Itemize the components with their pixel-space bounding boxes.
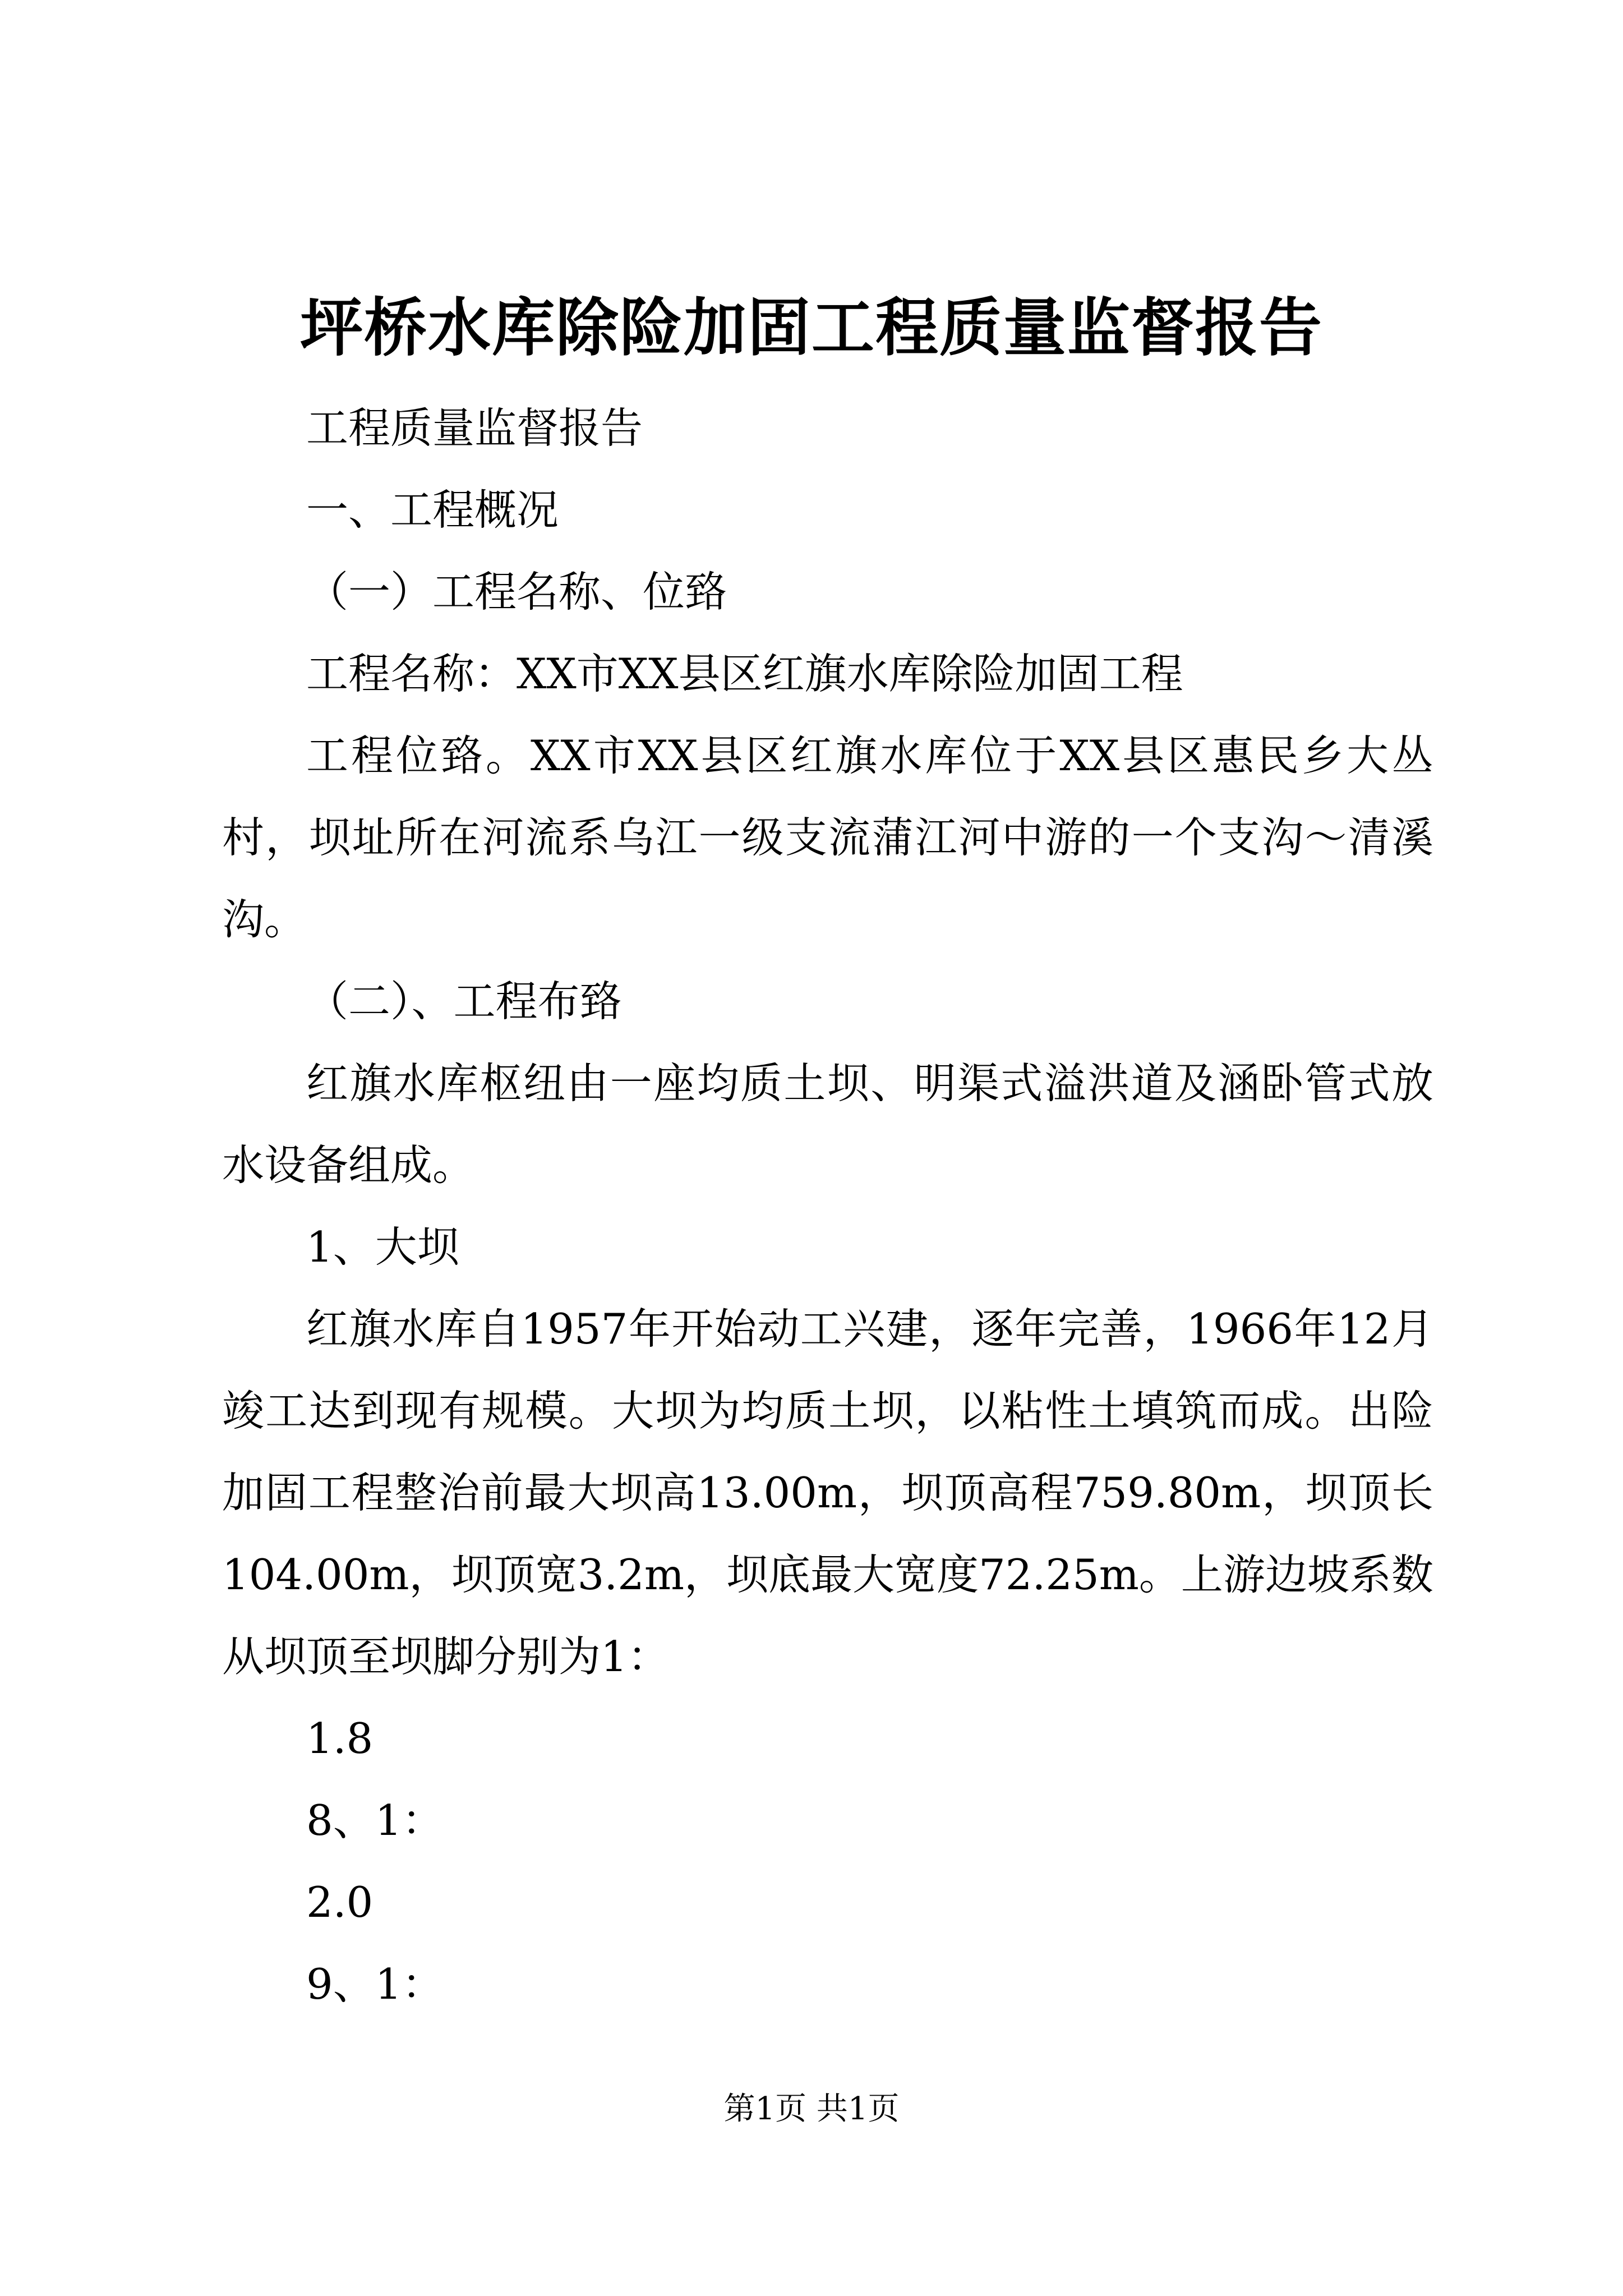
paragraph-layout: 红旗水库枢纽由一座均质土坝、明渠式溢洪道及涵卧管式放水设备组成。 (222, 1059, 1433, 1190)
paragraph-project-location: 工程位臵。XX市XX县区红旗水库位于XX县区惠民乡大丛村，坝址所在河流系乌江一级支流蒲江河中游的一个支沟～清溪沟。 (222, 731, 1433, 944)
document-title: 坪桥水库除险加固工程质量监督报告 (300, 291, 1323, 365)
paragraph-project-name: 工程名称：XX市XX县区红旗水库除险加固工程 (306, 649, 1183, 698)
paragraph-value-3: 2.0 (306, 1878, 374, 1927)
paragraph-value-1: 1.8 (306, 1714, 374, 1763)
paragraph-value-2: 8、1： (306, 1796, 444, 1845)
paragraph-section-1: 一、工程概况 (306, 485, 559, 535)
document-body (222, 387, 1433, 2025)
paragraph-dam-description: 红旗水库自1957年开始动工兴建，逐年完善，1966年12月竣工达到现有规模。大坝为均质土坝，以粘性土填筑而成。出险加固工程整治前最大坝高13.00m，坝顶高程759.80m，坝顶长104.00m，坝顶宽3.2m，坝底最大宽度72.25m。上游边坡系数从坝顶至坝脚分别为1： (222, 1304, 1433, 1681)
paragraph-subsection-2: （二）、工程布臵 (306, 977, 622, 1026)
page-footer: 第1页 共1页 (723, 2091, 900, 2127)
paragraph-dam-heading: 1、大坝 (306, 1222, 459, 1272)
paragraph-value-4: 9、1： (306, 1959, 444, 2009)
paragraph-subsection-1: （一）工程名称、位臵 (306, 567, 727, 616)
paragraph-subtitle: 工程质量监督报告 (306, 403, 643, 453)
